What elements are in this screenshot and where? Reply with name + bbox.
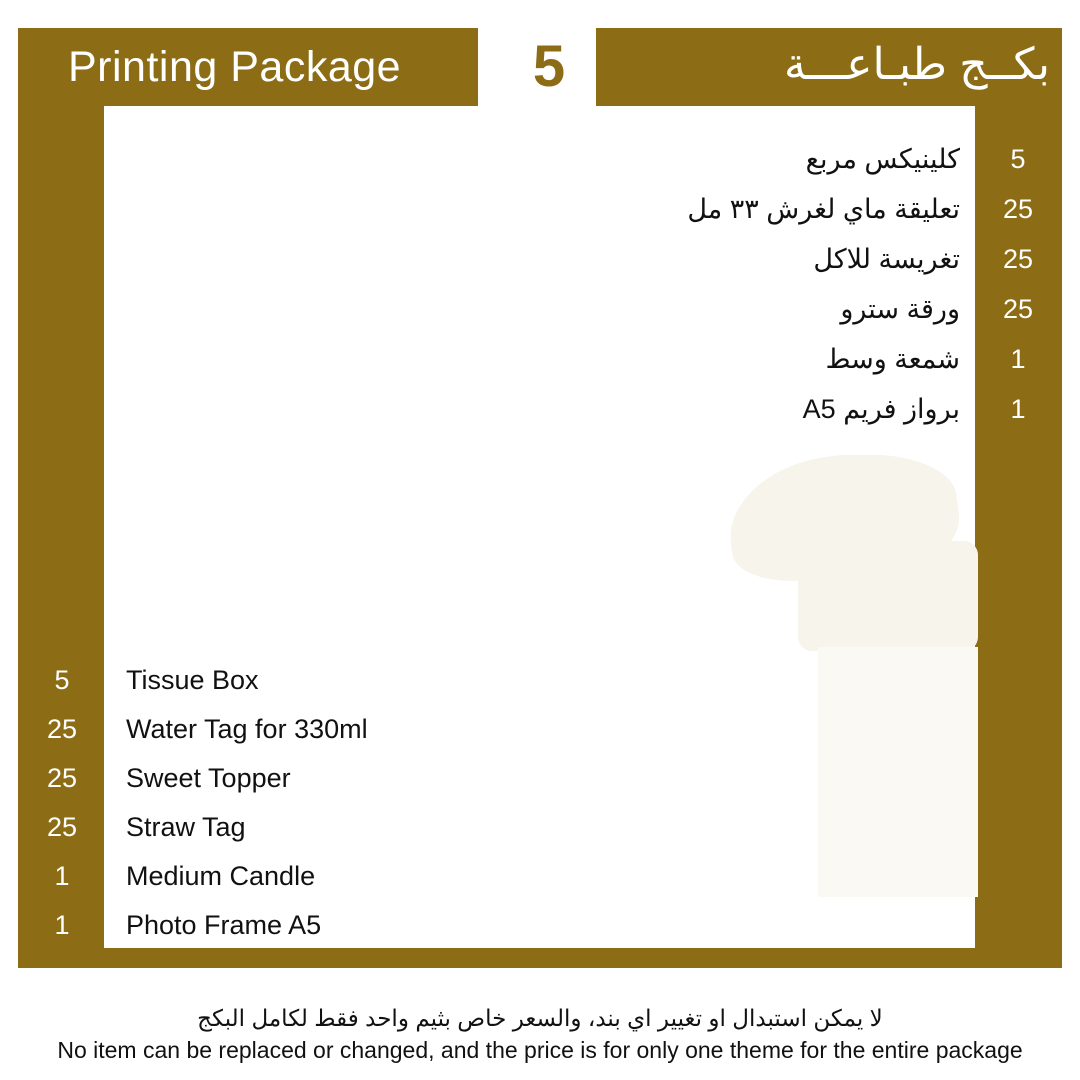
quantity-value: 1	[54, 910, 70, 940]
english-item-list	[126, 656, 726, 950]
list-item: Straw Tag	[126, 812, 246, 842]
bottom-gold-band	[18, 948, 1062, 968]
footer-note-english: No item can be replaced or changed, and the price is for only one theme for the entire package	[57, 1037, 1023, 1063]
quantity-value: 25	[46, 812, 78, 842]
quantity-value: 25	[46, 714, 78, 744]
list-item: Sweet Topper	[126, 763, 291, 793]
quantity-value: 25	[46, 763, 78, 793]
list-item: تغريسة للاكل	[813, 244, 960, 274]
quantity-value: 1	[1010, 394, 1026, 424]
quantity-value: 1	[1010, 344, 1026, 374]
list-item: Tissue Box	[126, 665, 259, 695]
package-number: 5	[532, 34, 566, 99]
list-item: برواز فريم A5	[802, 394, 960, 424]
quantity-value: 1	[54, 861, 70, 891]
footer-note-arabic: لا يمكن استبدال او تغيير اي بند، والسعر خاص بثيم واحد فقط لكامل البكج	[197, 1005, 883, 1031]
page-title-english: Printing Package	[68, 43, 402, 91]
quantity-value: 5	[1010, 144, 1026, 174]
list-item: Photo Frame A5	[126, 910, 322, 940]
quantity-value: 25	[1002, 244, 1034, 274]
list-item: شمعة وسط	[825, 344, 960, 374]
list-item: Water Tag for 330ml	[126, 714, 368, 744]
arabic-item-list	[560, 134, 960, 434]
quantity-value: 25	[1002, 294, 1034, 324]
list-item: تعليقة ماي لغرش ٣٣ مل	[687, 194, 960, 224]
quantity-value: 5	[54, 665, 70, 695]
page-title-arabic: بكــج طبـاعـــة	[783, 40, 1050, 89]
list-item: كلينيكس مربع	[805, 144, 960, 174]
list-item: Medium Candle	[126, 861, 316, 891]
list-item: ورقة سترو	[840, 294, 960, 324]
quantity-value: 25	[1002, 194, 1034, 224]
